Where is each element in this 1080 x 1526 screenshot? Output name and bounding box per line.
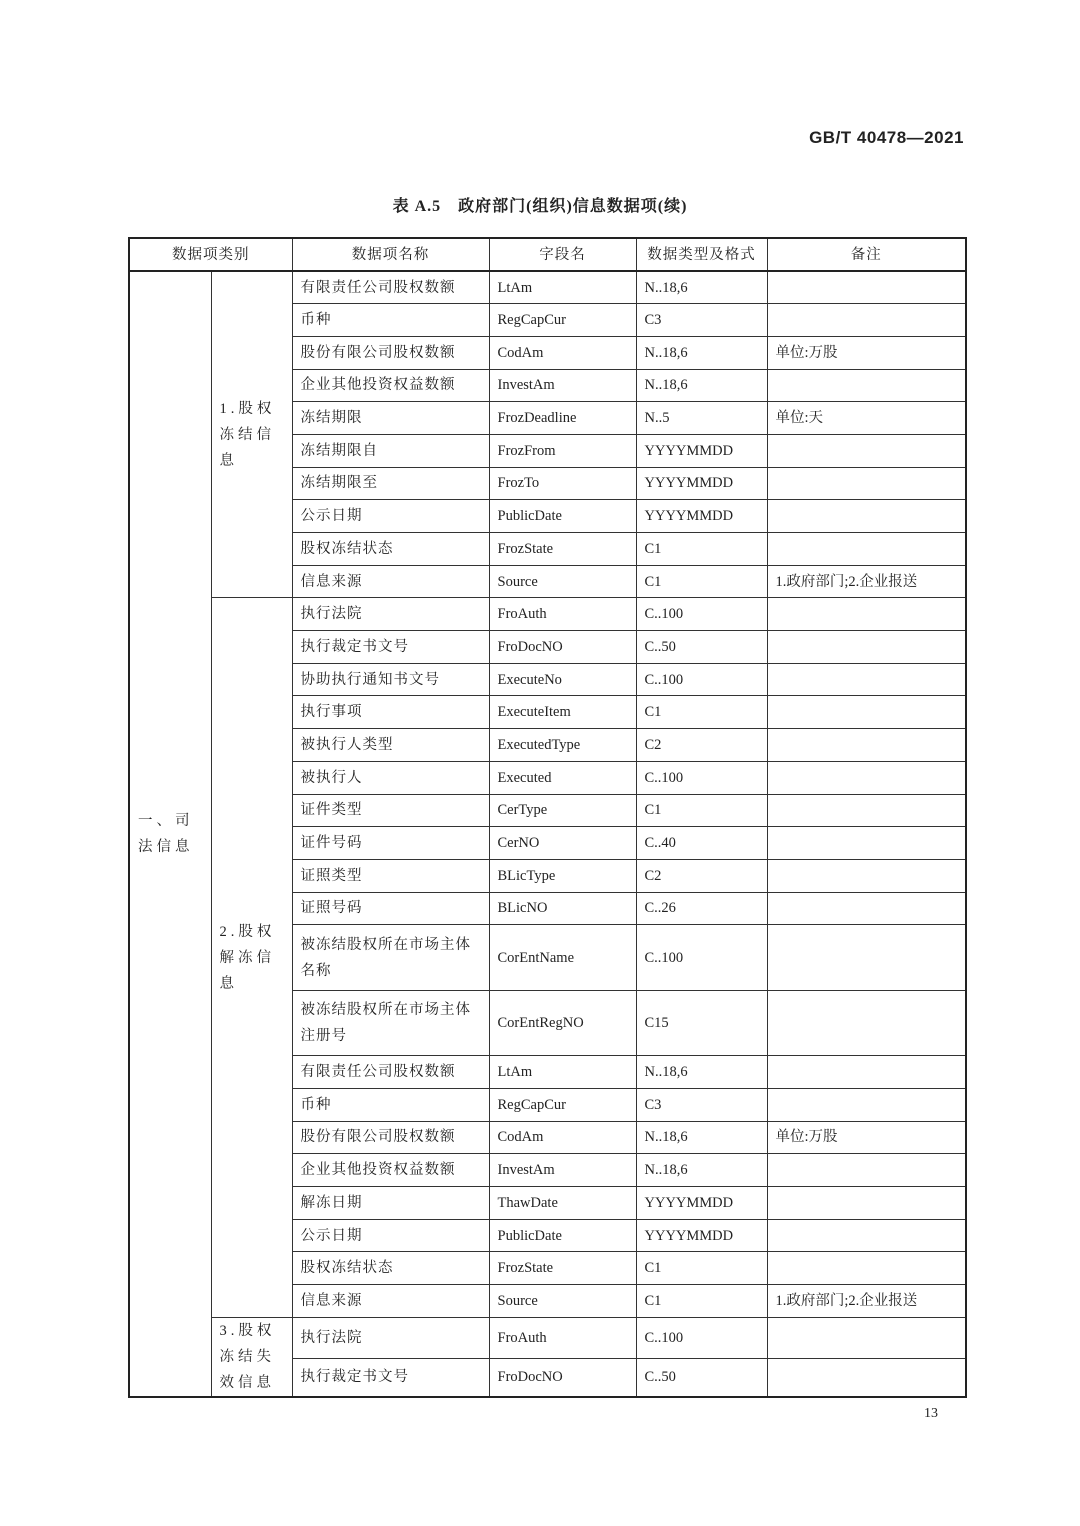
data-type-cell: C..100: [636, 1317, 767, 1358]
item-name-cell: 企业其他投资权益数额: [292, 369, 489, 402]
remark-cell: [767, 696, 966, 729]
data-type-cell: C15: [636, 990, 767, 1056]
item-name-cell: 信息来源: [292, 1285, 489, 1318]
remark-cell: [767, 761, 966, 794]
data-type-cell: N..18,6: [636, 369, 767, 402]
remark-cell: [767, 1088, 966, 1121]
header-category: 数据项类别: [129, 238, 292, 271]
data-type-cell: N..18,6: [636, 1056, 767, 1089]
field-name-cell: FrozFrom: [489, 434, 636, 467]
item-name-cell: 企业其他投资权益数额: [292, 1154, 489, 1187]
remark-cell: 单位:万股: [767, 1121, 966, 1154]
field-name-cell: BLicType: [489, 859, 636, 892]
data-type-cell: C..100: [636, 663, 767, 696]
data-type-cell: YYYYMMDD: [636, 500, 767, 533]
table-row: [129, 271, 966, 304]
item-name-cell: 有限责任公司股权数额: [292, 271, 489, 304]
remark-cell: [767, 1056, 966, 1089]
field-name-cell: RegCapCur: [489, 1088, 636, 1121]
field-name-cell: CerNO: [489, 827, 636, 860]
item-name-cell: 证件号码: [292, 827, 489, 860]
data-type-cell: C1: [636, 565, 767, 598]
remark-cell: [767, 1187, 966, 1220]
data-type-cell: C2: [636, 729, 767, 762]
field-name-cell: RegCapCur: [489, 304, 636, 337]
field-name-cell: ExecuteItem: [489, 696, 636, 729]
table-row: [129, 1317, 966, 1358]
data-type-cell: N..5: [636, 402, 767, 435]
field-name-cell: InvestAm: [489, 369, 636, 402]
data-items-table: [128, 237, 967, 1398]
data-type-cell: C1: [636, 696, 767, 729]
remark-cell: [767, 467, 966, 500]
data-type-cell: N..18,6: [636, 1154, 767, 1187]
item-name-cell: 冻结期限: [292, 402, 489, 435]
subcategory-cell: 1.股权冻结信息: [211, 271, 292, 598]
data-type-cell: YYYYMMDD: [636, 1219, 767, 1252]
item-name-cell: 币种: [292, 304, 489, 337]
field-name-cell: CodAm: [489, 336, 636, 369]
data-type-cell: C..100: [636, 925, 767, 991]
item-name-cell: 被冻结股权所在市场主体注册号: [292, 990, 489, 1056]
data-type-cell: YYYYMMDD: [636, 1187, 767, 1220]
data-type-cell: N..18,6: [636, 1121, 767, 1154]
data-type-cell: C..100: [636, 761, 767, 794]
field-name-cell: FroAuth: [489, 598, 636, 631]
item-name-cell: 冻结期限至: [292, 467, 489, 500]
item-name-cell: 币种: [292, 1088, 489, 1121]
remark-cell: [767, 859, 966, 892]
remark-cell: 1.政府部门;2.企业报送: [767, 565, 966, 598]
item-name-cell: 执行裁定书文号: [292, 1358, 489, 1397]
field-name-cell: FroAuth: [489, 1317, 636, 1358]
standard-id: GB/T 40478—2021: [809, 128, 964, 147]
data-type-cell: C2: [636, 859, 767, 892]
data-type-cell: C3: [636, 1088, 767, 1121]
data-type-cell: C..40: [636, 827, 767, 860]
data-type-cell: C1: [636, 1252, 767, 1285]
field-name-cell: FrozTo: [489, 467, 636, 500]
item-name-cell: 股份有限公司股权数额: [292, 336, 489, 369]
field-name-cell: ExecutedType: [489, 729, 636, 762]
remark-cell: [767, 1358, 966, 1397]
remark-cell: [767, 827, 966, 860]
item-name-cell: 证照类型: [292, 859, 489, 892]
remark-cell: [767, 663, 966, 696]
field-name-cell: CorEntName: [489, 925, 636, 991]
field-name-cell: FroDocNO: [489, 1358, 636, 1397]
item-name-cell: 被执行人: [292, 761, 489, 794]
item-name-cell: 协助执行通知书文号: [292, 663, 489, 696]
remark-cell: [767, 1219, 966, 1252]
remark-cell: [767, 369, 966, 402]
table-header: [129, 238, 966, 271]
remark-cell: [767, 729, 966, 762]
field-name-cell: FroDocNO: [489, 631, 636, 664]
field-name-cell: CorEntRegNO: [489, 990, 636, 1056]
table-row: [129, 598, 966, 631]
item-name-cell: 证照号码: [292, 892, 489, 925]
header-field-name: 字段名: [489, 238, 636, 271]
field-name-cell: Source: [489, 1285, 636, 1318]
data-type-cell: C..50: [636, 1358, 767, 1397]
item-name-cell: 有限责任公司股权数额: [292, 1056, 489, 1089]
page-number: 13: [924, 1406, 938, 1421]
remark-cell: [767, 1154, 966, 1187]
item-name-cell: 证件类型: [292, 794, 489, 827]
field-name-cell: CerType: [489, 794, 636, 827]
field-name-cell: ThawDate: [489, 1187, 636, 1220]
item-name-cell: 执行事项: [292, 696, 489, 729]
item-name-cell: 股份有限公司股权数额: [292, 1121, 489, 1154]
data-type-cell: C..100: [636, 598, 767, 631]
item-name-cell: 冻结期限自: [292, 434, 489, 467]
item-name-cell: 被执行人类型: [292, 729, 489, 762]
field-name-cell: InvestAm: [489, 1154, 636, 1187]
field-name-cell: LtAm: [489, 1056, 636, 1089]
data-type-cell: YYYYMMDD: [636, 434, 767, 467]
remark-cell: [767, 304, 966, 337]
field-name-cell: LtAm: [489, 271, 636, 304]
header-item-name: 数据项名称: [292, 238, 489, 271]
field-name-cell: FrozState: [489, 533, 636, 566]
remark-cell: 1.政府部门;2.企业报送: [767, 1285, 966, 1318]
remark-cell: [767, 892, 966, 925]
data-type-cell: YYYYMMDD: [636, 467, 767, 500]
item-name-cell: 股权冻结状态: [292, 533, 489, 566]
table-caption: 表 A.5 政府部门(组织)信息数据项(续): [392, 198, 688, 215]
data-type-cell: C..26: [636, 892, 767, 925]
data-type-cell: C1: [636, 1285, 767, 1318]
field-name-cell: PublicDate: [489, 1219, 636, 1252]
remark-cell: [767, 598, 966, 631]
item-name-cell: 信息来源: [292, 565, 489, 598]
remark-cell: 单位:万股: [767, 336, 966, 369]
data-type-cell: C1: [636, 794, 767, 827]
field-name-cell: CodAm: [489, 1121, 636, 1154]
remark-cell: [767, 1317, 966, 1358]
remark-cell: [767, 500, 966, 533]
field-name-cell: FrozState: [489, 1252, 636, 1285]
remark-cell: [767, 925, 966, 991]
item-name-cell: 公示日期: [292, 500, 489, 533]
item-name-cell: 被冻结股权所在市场主体名称: [292, 925, 489, 991]
field-name-cell: Executed: [489, 761, 636, 794]
remark-cell: [767, 794, 966, 827]
remark-cell: [767, 631, 966, 664]
item-name-cell: 股权冻结状态: [292, 1252, 489, 1285]
field-name-cell: BLicNO: [489, 892, 636, 925]
data-type-cell: N..18,6: [636, 271, 767, 304]
remark-cell: [767, 271, 966, 304]
header-data-type: 数据类型及格式: [636, 238, 767, 271]
remark-cell: [767, 1252, 966, 1285]
item-name-cell: 执行裁定书文号: [292, 631, 489, 664]
item-name-cell: 执行法院: [292, 1317, 489, 1358]
item-name-cell: 执行法院: [292, 598, 489, 631]
field-name-cell: PublicDate: [489, 500, 636, 533]
data-type-cell: C..50: [636, 631, 767, 664]
field-name-cell: ExecuteNo: [489, 663, 636, 696]
field-name-cell: Source: [489, 565, 636, 598]
data-type-cell: N..18,6: [636, 336, 767, 369]
subcategory-cell: 3.股权冻结失效信息: [211, 1317, 292, 1397]
data-type-cell: C1: [636, 533, 767, 566]
remark-cell: [767, 434, 966, 467]
subcategory-cell: 2.股权解冻信息: [211, 598, 292, 1317]
item-name-cell: 解冻日期: [292, 1187, 489, 1220]
data-type-cell: C3: [636, 304, 767, 337]
category-cell: 一、司法信息: [129, 271, 211, 1397]
header-remark: 备注: [767, 238, 966, 271]
field-name-cell: FrozDeadline: [489, 402, 636, 435]
remark-cell: [767, 990, 966, 1056]
remark-cell: 单位:天: [767, 402, 966, 435]
item-name-cell: 公示日期: [292, 1219, 489, 1252]
remark-cell: [767, 533, 966, 566]
